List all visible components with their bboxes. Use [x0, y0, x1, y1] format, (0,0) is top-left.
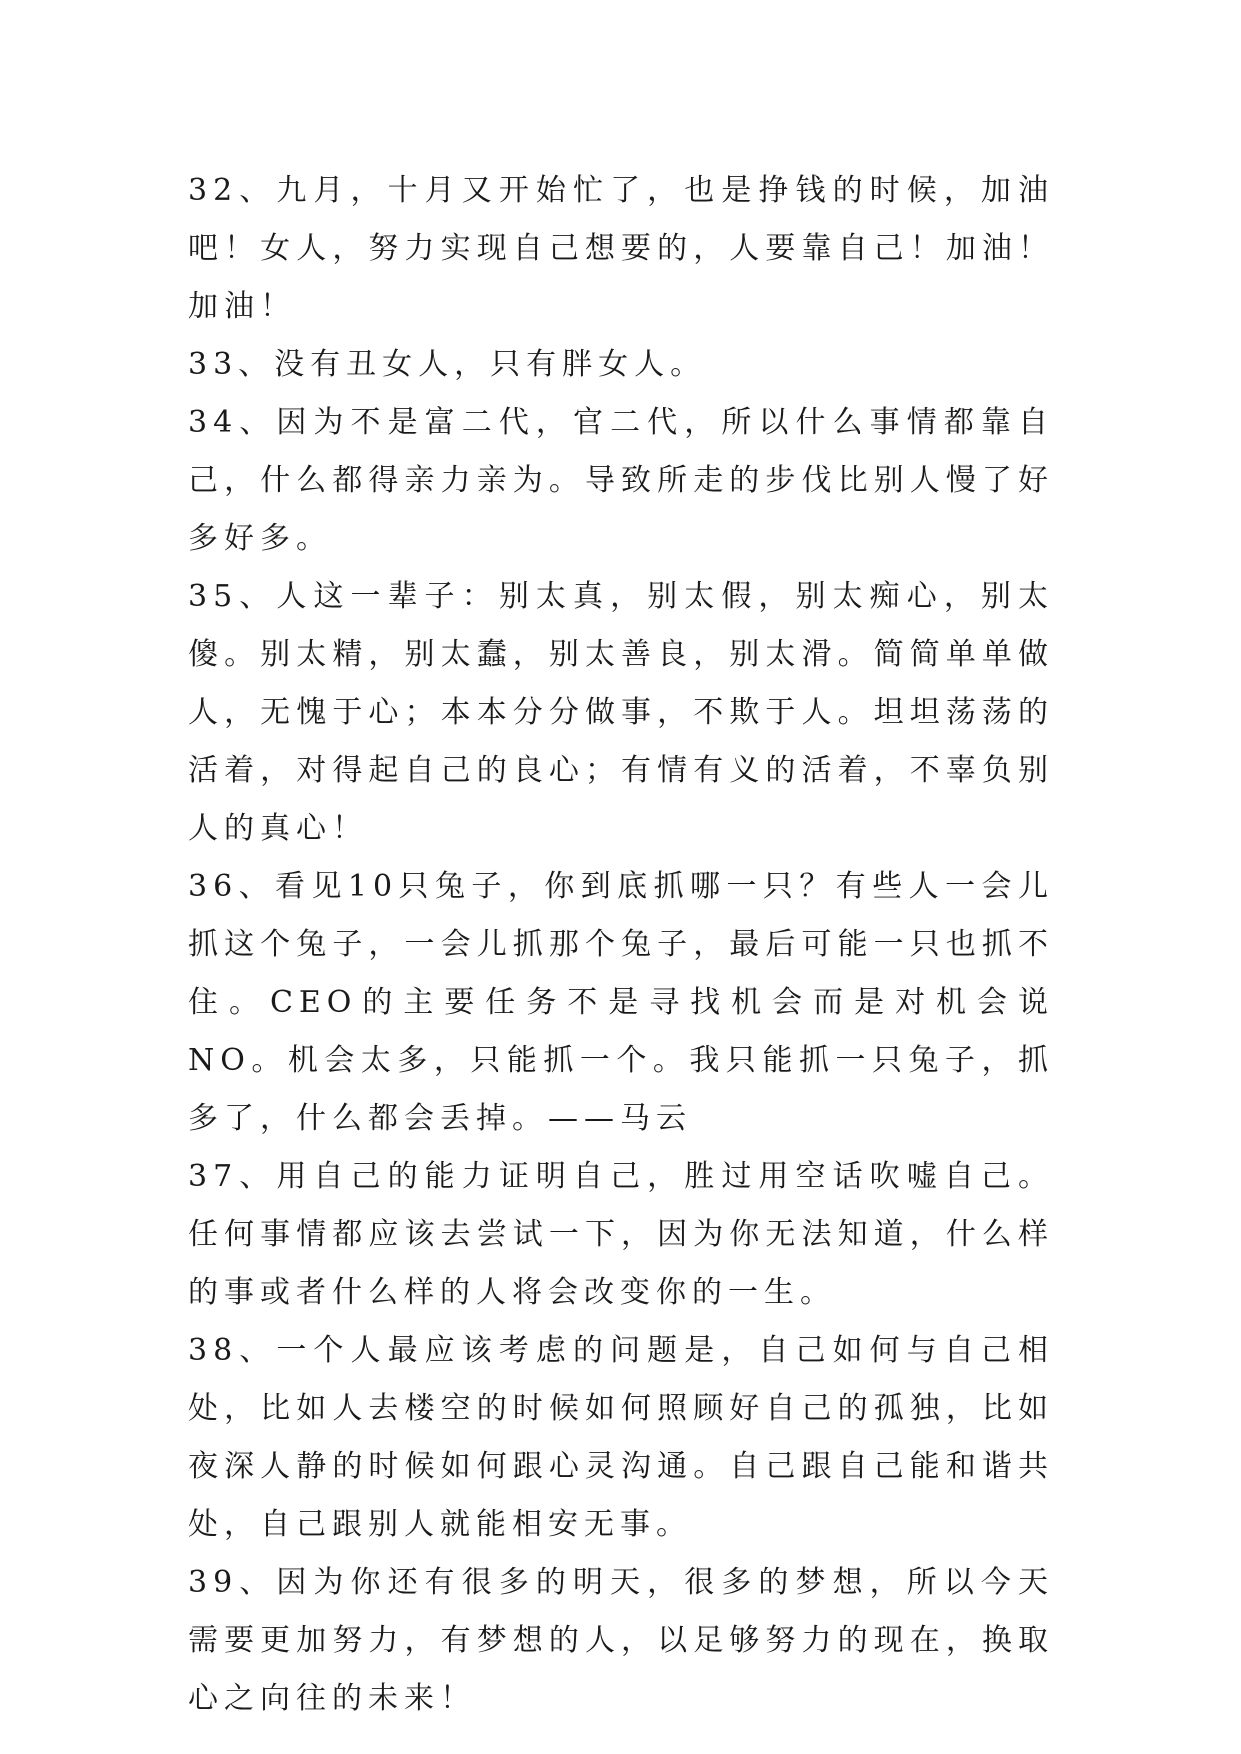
document-body	[188, 162, 1054, 1728]
paragraph-36: 36、看见10只兔子，你到底抓哪一只？有些人一会儿抓这个兔子，一会儿抓那个兔子，最后可能一只也抓不住。CEO的主要任务不是寻找机会而是对机会说NO。机会太多，只能抓一个。我只能抓一只兔子，抓多了，什么都会丢掉。——马云	[188, 869, 1054, 1136]
paragraph-37: 37、用自己的能力证明自己，胜过用空话吹嘘自己。任何事情都应该去尝试一下，因为你无法知道，什么样的事或者什么样的人将会改变你的一生。	[188, 1159, 1054, 1310]
paragraph-35: 35、人这一辈子：别太真，别太假，别太痴心，别太傻。别太精，别太蠢，别太善良，别太滑。简简单单做人，无愧于心；本本分分做事，不欺于人。坦坦荡荡的活着，对得起自己的良心；有情有义的活着，不辜负别人的真心！	[188, 579, 1054, 846]
paragraph-39: 39、因为你还有很多的明天，很多的梦想，所以今天需要更加努力，有梦想的人，以足够努力的现在，换取心之向往的未来！	[188, 1565, 1054, 1716]
paragraph-34: 34、因为不是富二代，官二代，所以什么事情都靠自己，什么都得亲力亲为。导致所走的步伐比别人慢了好多好多。	[188, 405, 1054, 556]
paragraph-32: 32、九月，十月又开始忙了，也是挣钱的时候，加油吧！女人，努力实现自己想要的，人要靠自己！加油！加油！	[188, 173, 1054, 324]
paragraph-38: 38、一个人最应该考虑的问题是，自己如何与自己相处，比如人去楼空的时候如何照顾好自己的孤独，比如夜深人静的时候如何跟心灵沟通。自己跟自己能和谐共处，自己跟别人就能相安无事。	[188, 1333, 1054, 1542]
paragraph-33: 33、没有丑女人，只有胖女人。	[188, 347, 707, 382]
